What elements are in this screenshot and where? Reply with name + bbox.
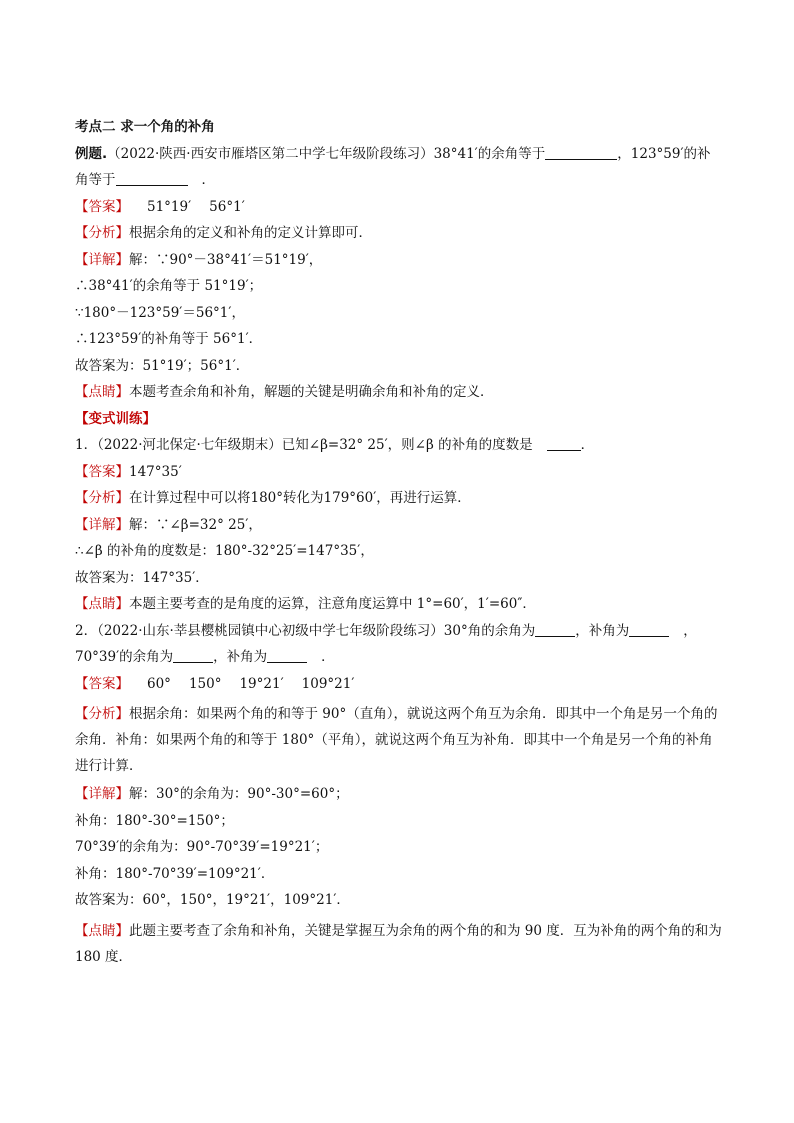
example-detail-1	[75, 251, 725, 270]
comment-tag: 【点睛】	[75, 384, 129, 400]
q2-question-line-1	[75, 622, 725, 641]
example-detail-3: ∵180°－123°59′＝56°1′，	[75, 304, 245, 321]
answer-value: 60°	[147, 675, 171, 692]
answer-blank	[545, 145, 617, 160]
answer-blank	[173, 648, 213, 663]
answer-value: 19°21′	[239, 675, 284, 692]
q2-line2-prefix: 70°39′的余角为	[75, 649, 174, 665]
detail-tag: 【详解】	[75, 251, 129, 268]
comment-text: 本题主要考查的是角度的运算，注意角度运算中 1°=60′，1′=60″．	[129, 596, 536, 612]
q2-mid1: ，补角为	[575, 622, 630, 639]
detail-tag: 【详解】	[75, 786, 129, 802]
comment-tag: 【点睛】	[75, 596, 129, 612]
q1-detail-3: 故答案为：147°35′．	[75, 569, 209, 586]
section-title: 考点二 求一个角的补角	[75, 119, 215, 135]
answer-tag: 【答案】	[75, 198, 129, 215]
q1-analysis	[75, 489, 725, 508]
analysis-tag: 【分析】	[75, 225, 129, 241]
answer-value: 147°35′	[129, 463, 182, 480]
answer-blank	[267, 648, 307, 663]
analysis-text: 根据余角的定义和补角的定义计算即可．	[129, 225, 372, 241]
example-detail-2: ∴38°41′的余角等于 51°19′；	[75, 278, 263, 294]
document-page	[75, 118, 725, 971]
example-detail-5: 故答案为：51°19′；56°1′．	[75, 357, 250, 374]
detail-text: 解：∵90°－38°41′＝51°19′，	[129, 251, 323, 268]
answer-blank	[547, 436, 581, 451]
example-cont: 角等于	[75, 172, 116, 188]
detail-text: 解：∵∠β=32° 25′，	[129, 516, 262, 533]
q1-end: ．	[580, 437, 595, 453]
detail-tag: 【详解】	[75, 516, 129, 533]
comment-text: 本题考查余角和补角，解题的关键是明确余角和补角的定义．	[129, 384, 494, 400]
q2-mid1-end: ，	[683, 622, 697, 639]
example-end: ．	[201, 172, 215, 188]
q1-comment	[75, 595, 725, 614]
answer-blank	[535, 622, 575, 637]
q2-end: ．	[321, 649, 335, 665]
answer-tag: 【答案】	[75, 675, 129, 692]
answer-value: 150°	[188, 675, 222, 692]
training-title: 【变式训练】	[75, 410, 156, 427]
q2-detail-1	[75, 785, 725, 804]
analysis-tag: 【分析】	[75, 490, 129, 506]
analysis-text: 在计算过程中可以将180°转化为179°60′，再进行运算．	[129, 490, 471, 506]
example-answer	[75, 198, 725, 217]
example-mid: ，123°59′的补	[617, 145, 711, 162]
analysis-text: 根据余角：如果两个角的和等于 90°（直角），就说这两个角互为余角．即其中一个角是另一个角的余角．补角：如果两个角的和等于 180°（平角），就说这两个角互为补角．即其中一个角是另一个角的补角进行计算．	[75, 706, 718, 774]
q1-question	[75, 436, 725, 455]
q2-comment	[75, 918, 725, 970]
answer-value: 56°1′	[209, 198, 245, 215]
example-source: （2022·陕西·西安市雁塔区第二中学七年级阶段练习）38°41′的余角等于	[107, 145, 546, 162]
q2-mid2: ，补角为	[213, 649, 268, 665]
comment-tag: 【点睛】	[75, 922, 129, 939]
answer-value: 109°21′	[301, 675, 355, 692]
example-question-line-2	[75, 171, 725, 190]
q1-prefix: 1．（2022·河北保定·七年级期末）已知∠β=32° 25′，则∠β 的补角的度数是	[75, 437, 533, 453]
detail-text: 解：30°的余角为：90°-30°=60°；	[129, 786, 349, 802]
q2-detail-3: 70°39′的余角为：90°-70°39′=19°21′；	[75, 839, 329, 855]
answer-value: 51°19′	[147, 198, 192, 215]
q1-detail-1	[75, 516, 725, 535]
example-comment	[75, 383, 725, 402]
answer-blank	[116, 171, 188, 186]
q1-answer	[75, 463, 725, 482]
q2-prefix: 2．（2022·山东·莘县樱桃园镇中心初级中学七年级阶段练习）30°角的余角为	[75, 622, 536, 639]
q2-answer	[75, 675, 725, 694]
comment-text: 此题主要考查了余角和补角，关键是掌握互为余角的两个角的和为 90 度．互为补角的两个角的和为 180 度．	[75, 922, 722, 965]
answer-tag: 【答案】	[75, 463, 129, 480]
answer-blank	[629, 622, 669, 637]
q2-question-line-2	[75, 648, 725, 667]
example-analysis	[75, 224, 725, 243]
example-question-line-1	[75, 145, 725, 164]
q2-detail-2: 补角：180°-30°=150°；	[75, 812, 234, 829]
example-label: 例题.	[75, 145, 108, 162]
analysis-tag: 【分析】	[75, 706, 129, 722]
q2-detail-4: 补角：180°-70°39′=109°21′．	[75, 865, 275, 882]
q2-detail-5: 故答案为：60°，150°，19°21′，109°21′．	[75, 892, 350, 908]
q2-analysis	[75, 701, 725, 779]
example-detail-4: ∴123°59′的补角等于 56°1′．	[75, 331, 263, 347]
q1-detail-2: ∴∠β 的补角的度数是：180°-32°25′=147°35′，	[75, 543, 374, 559]
